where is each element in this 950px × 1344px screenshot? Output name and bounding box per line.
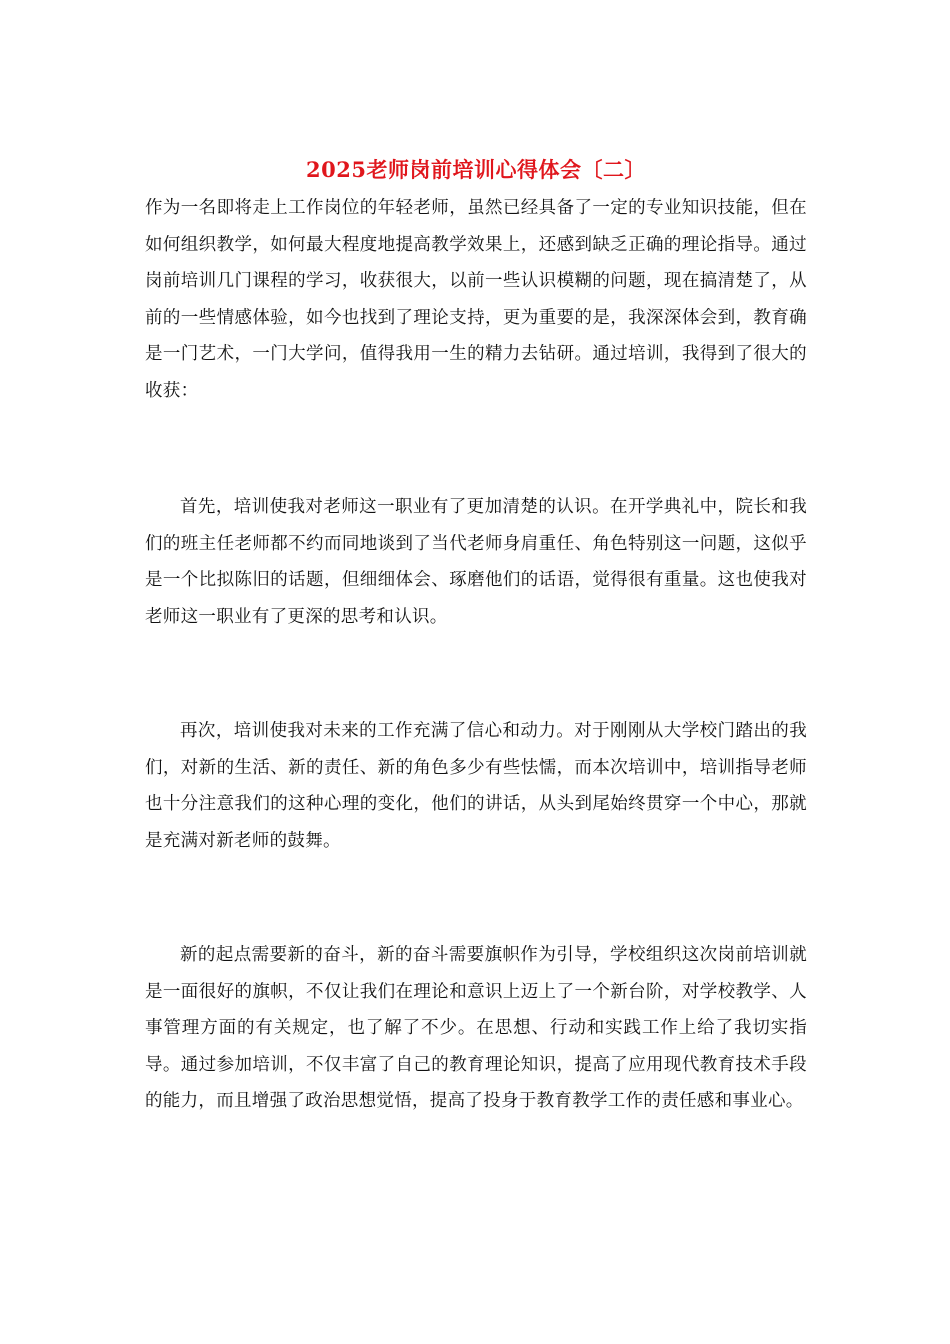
paragraph-third: 新的起点需要新的奋斗，新的奋斗需要旗帜作为引导，学校组织这次岗前培训就是一面很好的旗帜，不仅让我们在理论和意识上迈上了一个新台阶，对学校教学、人事管理方面的有关规定，也了解了不少。在思想、行动和实践工作上给了我切实指导。通过参加培训，不仅丰富了自己的教育理论知识，提高了应用现代教育技术手段的能力，而且增强了政治思想觉悟，提高了投身于教育教学工作的责任感和事业心。: [145, 945, 807, 1111]
paragraph-second: 再次，培训使我对未来的工作充满了信心和动力。对于刚刚从大学校门踏出的我们，对新的生活、新的责任、新的角色多少有些怯懦，而本次培训中，培训指导老师也十分注意我们的这种心理的变化，他们的讲话，从头到尾始终贯穿一个中心，那就是充满对新老师的鼓舞。: [145, 721, 807, 851]
paragraph-spacer: [145, 409, 807, 489]
document-page: [145, 150, 807, 1120]
paragraph-intro: 作为一名即将走上工作岗位的年轻老师，虽然已经具备了一定的专业知识技能，但在如何组织教学，如何最大程度地提高教学效果上，还感到缺乏正确的理论指导。通过岗前培训几门课程的学习，收获很大，以前一些认识模糊的问题，现在搞清楚了，从前的一些情感体验，如今也找到了理论支持，更为重要的是，我深深体会到，教育确是一门艺术，一门大学问，值得我用一生的精力去钻研。通过培训，我得到了很大的收获：: [145, 198, 807, 401]
document-title: 2025老师岗前培训心得体会〔二〕: [306, 157, 646, 182]
paragraph-first: 首先，培训使我对老师这一职业有了更加清楚的认识。在开学典礼中，院长和我们的班主任老师都不约而同地谈到了当代老师身肩重任、角色特别这一问题，这似乎是一个比拟陈旧的话题，但细细体会、琢磨他们的话语，觉得很有重量。这也使我对老师这一职业有了更深的思考和认识。: [145, 497, 807, 627]
paragraph-spacer: [145, 635, 807, 713]
paragraph-spacer: [145, 859, 807, 937]
